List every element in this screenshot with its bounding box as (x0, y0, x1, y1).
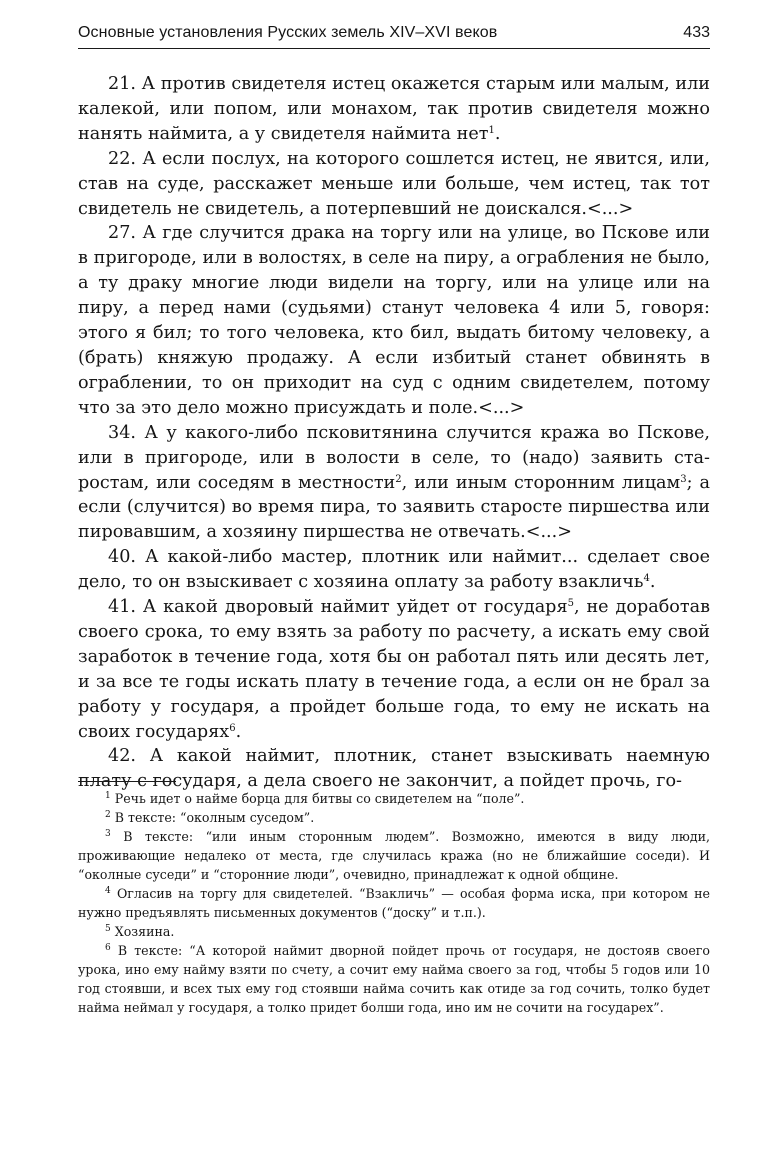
running-title: Основные установления Русских земель XIV–XVI веков (78, 24, 498, 41)
footnote-2 (78, 808, 710, 827)
footnote-mark: 6 (105, 943, 111, 953)
footnote-text: Речь идет о найме борца для битвы со свидетелем на “поле”. (114, 791, 525, 806)
article-21 (78, 72, 710, 147)
article-text: 40. А какой-либо мастер, плотник или наймит... сделает свое дело, то он взыскивает с хозяина оплату за работу взакличь (78, 547, 710, 593)
article-text: 34. А у какого-либо псковитянина случится кража во Пскове, или в пригороде, или в волости в селе, то (надо) заявить старостам, или соседям в местности (78, 422, 710, 493)
article-text: 41. А какой дворовый наймит уйдет от государя (108, 597, 568, 618)
footnote-ref: 2 (395, 473, 402, 485)
footnote-text: В тексте: “околным суседом”. (114, 810, 315, 825)
article-42 (78, 744, 710, 794)
footnote-mark: 2 (105, 810, 111, 820)
footnote-1 (78, 789, 710, 808)
article-text: 27. А где случится драка на торгу или на улице, во Пскове или в пригороде, или в волостях, в селе на пиру, а ограбления не было, а ту драку многие люди видели на торгу, или на улице или на пиру, а перед нами (судьями) станут человека 4 или 5, говоря: этого я бил; то того человека, кто бил, выдать битому человеку, а (брать) княжую продажу. А если избитый станет обвинять в ограблении, то он приходит на суд с одним свидетелем, потому что за это дело можно присуждать и поле.<...> (78, 223, 710, 418)
running-header (78, 22, 710, 49)
footnote-ref: 5 (567, 598, 574, 610)
footnote-divider (78, 781, 176, 782)
article-text: , не доработав своего срока, то ему взять за работу по расчету, а искать ему свой заработок в течение года, хотя бы он работал пять или десять лет, и за все те годы искать плату в течение года, а если он не брал за работу у государя, а пройдет больше года, то ему не искать на своих государях (78, 597, 711, 742)
footnote-4 (78, 884, 710, 922)
footnote-5 (78, 922, 710, 941)
footnotes (78, 789, 710, 1017)
footnote-ref: 3 (680, 473, 687, 485)
article-40 (78, 545, 710, 595)
article-34 (78, 421, 710, 546)
article-text: , или иным сторонним лицам (401, 472, 681, 493)
article-text: 22. А если послух, на которого сошлется истец, не явится, или, став на суде, расскажет меньше или больше, чем истец, так тот свидетель не свидетель, а потерпевший не доискался.<...> (78, 148, 710, 219)
page-number: 433 (683, 24, 710, 41)
footnote-text: В тексте: “или иным сторонным людем”. Возможно, имеются в виду люди, проживающие недалеко от места, где случилась кража (но не ближайшие соседи). И “околные суседи” и “сторонние люди”, очевидно, принадлежат к одной общине. (78, 829, 710, 882)
footnote-mark: 1 (105, 791, 111, 801)
footnote-ref: 4 (643, 573, 650, 585)
article-text: 42. А какой наймит, плотник, станет взыскивать наемную плату с государя, а дела своего не закончит, а пойдет прочь, го- (78, 746, 710, 792)
article-text-end: . (235, 721, 242, 742)
footnote-mark: 4 (105, 886, 111, 896)
footnote-ref: 6 (229, 722, 236, 734)
article-text-end: ; а если (случится) во время пира, то заявить старосте пиршества или пировавшим, а хозяину пиршества не отвечать.<...> (78, 472, 711, 543)
footnote-ref: 1 (488, 124, 495, 136)
article-22 (78, 147, 710, 222)
footnote-3 (78, 827, 710, 884)
main-text (78, 72, 710, 794)
article-text-end: . (649, 572, 656, 593)
footnote-mark: 5 (105, 924, 111, 934)
article-text: 21. А против свидетеля истец окажется старым или малым, или калекой, или попом, или монахом, так против свидетеля можно нанять наймита, а у свидетеля наймита нет (78, 74, 710, 144)
footnote-text: В тексте: “А которой наймит дворной пойдет прочь от государя, не достояв своего урока, ино ему найму взяти по счету, а сочит ему найма своего за год, чтобы 5 годов или 10 год стоявши, и всех тых ему год стоявши найма сочить как отиде за год сочить, толко будет найма неймал у государя, а толко придет болши года, ино им не сочити на государех”. (78, 943, 710, 1015)
footnote-6 (78, 941, 710, 1017)
article-41 (78, 595, 710, 744)
footnote-text: Огласив на торгу для свидетелей. “Взакличь” — особая форма иска, при котором не нужно предъявлять письменных документов (“доску” и т.п.). (78, 886, 710, 920)
footnote-text: Хозяина. (114, 924, 175, 939)
article-text-end: . (494, 123, 501, 144)
footnote-mark: 3 (105, 829, 111, 839)
article-27 (78, 221, 710, 420)
